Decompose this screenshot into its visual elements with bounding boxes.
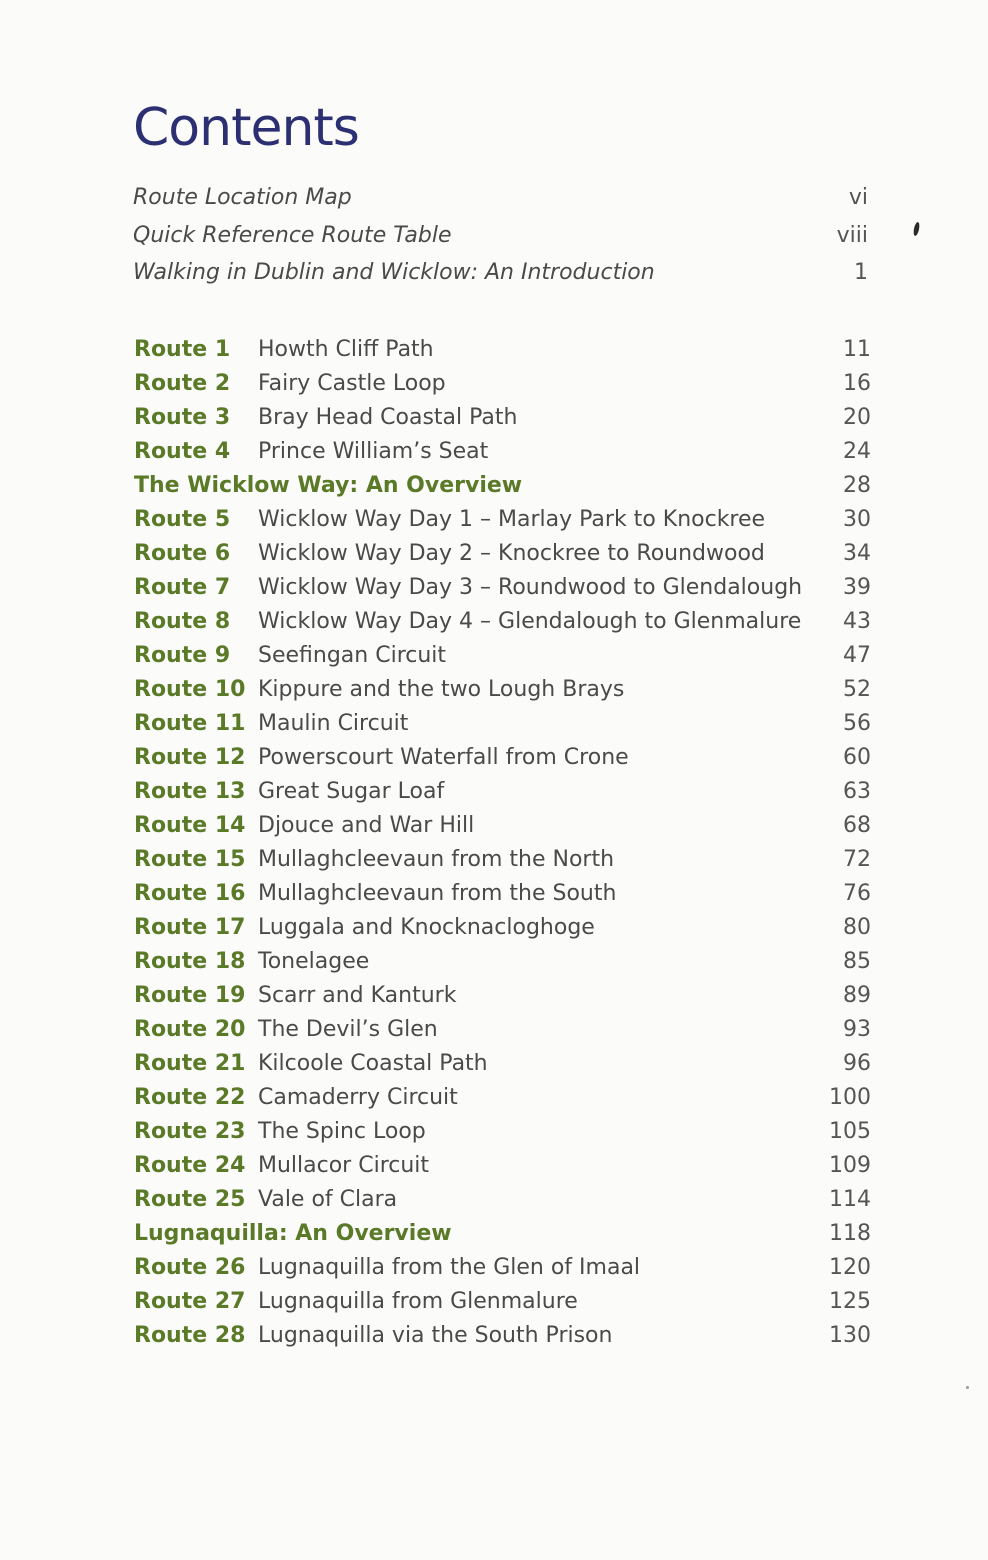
route-number: Route 13 (134, 778, 246, 804)
route-name: The Spinc Loop (258, 1118, 426, 1144)
route-number: Route 25 (134, 1186, 246, 1212)
route-name: Mullaghcleevaun from the North (258, 846, 615, 872)
route-entry[interactable] (134, 1114, 871, 1148)
intro-item-page: viii (836, 222, 868, 248)
route-number: Route 21 (134, 1050, 246, 1076)
route-page-number: 120 (829, 1254, 871, 1280)
route-name: Seefingan Circuit (258, 642, 447, 668)
route-entry[interactable] (134, 910, 871, 944)
route-name: Powerscourt Waterfall from Crone (258, 744, 629, 770)
paper-speck (966, 1386, 969, 1389)
route-name: The Devil’s Glen (258, 1016, 438, 1042)
overview-entry[interactable] (134, 468, 871, 502)
route-entry[interactable] (134, 1046, 871, 1080)
route-name: Kilcoole Coastal Path (258, 1050, 488, 1076)
route-number: Route 1 (134, 336, 231, 362)
route-page-number: 24 (843, 438, 871, 464)
route-entry[interactable] (134, 638, 871, 672)
route-number: Route 10 (134, 676, 246, 702)
intro-item-page: vi (848, 185, 868, 210)
route-name: Lugnaquilla from the Glen of Imaal (258, 1254, 641, 1280)
route-page-number: 114 (829, 1186, 871, 1212)
route-number: Route 27 (134, 1288, 246, 1314)
route-entry[interactable] (134, 1250, 871, 1284)
route-page-number: 68 (843, 812, 871, 838)
route-name: Wicklow Way Day 2 – Knockree to Roundwood (258, 540, 765, 566)
intro-item[interactable] (133, 181, 868, 219)
overview-title: The Wicklow Way: An Overview (134, 472, 523, 498)
route-entry[interactable] (134, 672, 871, 706)
route-number: Route 8 (134, 608, 231, 634)
route-entry[interactable] (134, 978, 871, 1012)
route-number: Route 20 (134, 1016, 246, 1042)
route-entry[interactable] (134, 536, 871, 570)
route-entry[interactable] (134, 842, 871, 876)
route-entry[interactable] (134, 1080, 871, 1114)
route-name: Wicklow Way Day 3 – Roundwood to Glendalough (258, 574, 803, 600)
route-page-number: 96 (843, 1050, 871, 1076)
route-number: Route 3 (134, 404, 231, 430)
route-name: Fairy Castle Loop (258, 370, 446, 396)
route-name: Camaderry Circuit (258, 1084, 458, 1110)
intro-item-label: Route Location Map (133, 185, 352, 210)
page-title: Contents (133, 98, 359, 158)
route-entry[interactable] (134, 332, 871, 366)
route-number: Route 5 (134, 506, 231, 532)
route-page-number: 63 (843, 778, 871, 804)
route-name: Lugnaquilla via the South Prison (258, 1322, 613, 1348)
route-name: Scarr and Kanturk (258, 982, 457, 1008)
paper-speck (913, 222, 921, 237)
route-number: Route 18 (134, 948, 246, 974)
route-name: Prince William’s Seat (258, 438, 489, 464)
route-entry[interactable] (134, 944, 871, 978)
route-number: Route 2 (134, 370, 231, 396)
route-number: Route 12 (134, 744, 246, 770)
route-number: Route 14 (134, 812, 246, 838)
route-page-number: 47 (843, 642, 871, 668)
intro-item-label: Quick Reference Route Table (133, 222, 452, 248)
route-name: Wicklow Way Day 4 – Glendalough to Glenmalure (258, 608, 802, 634)
route-name: Tonelagee (258, 948, 370, 974)
route-page-number: 109 (829, 1152, 871, 1178)
route-name: Great Sugar Loaf (258, 778, 445, 804)
route-page-number: 130 (829, 1322, 871, 1348)
overview-title: Lugnaquilla: An Overview (134, 1220, 452, 1246)
route-number: Route 23 (134, 1118, 246, 1144)
route-number: Route 9 (134, 642, 231, 668)
route-page-number: 93 (843, 1016, 871, 1042)
route-name: Wicklow Way Day 1 – Marlay Park to Knockree (258, 506, 766, 532)
route-entry[interactable] (134, 502, 871, 536)
intro-item[interactable] (133, 256, 868, 294)
route-number: Route 4 (134, 438, 231, 464)
intro-item-page: 1 (854, 260, 868, 285)
route-page-number: 80 (843, 914, 871, 940)
route-page-number: 56 (843, 710, 871, 736)
route-page-number: 28 (843, 472, 871, 498)
route-entry[interactable] (134, 706, 871, 740)
route-name: Lugnaquilla from Glenmalure (258, 1288, 578, 1314)
route-page-number: 34 (843, 540, 871, 566)
route-page-number: 72 (843, 846, 871, 872)
intro-item[interactable] (133, 219, 868, 257)
intro-list (133, 181, 868, 294)
route-number: Route 16 (134, 880, 246, 906)
route-page-number: 125 (829, 1288, 871, 1314)
route-page-number: 89 (843, 982, 871, 1008)
route-entry[interactable] (134, 774, 871, 808)
route-number: Route 19 (134, 982, 246, 1008)
route-name: Mullacor Circuit (258, 1152, 430, 1178)
route-page-number: 76 (843, 880, 871, 906)
route-name: Djouce and War Hill (258, 812, 475, 838)
route-number: Route 17 (134, 914, 246, 940)
route-entry[interactable] (134, 1182, 871, 1216)
route-number: Route 11 (134, 710, 246, 736)
overview-entry[interactable] (134, 1216, 871, 1250)
route-entry[interactable] (134, 366, 871, 400)
routes-list (134, 332, 871, 1352)
route-number: Route 22 (134, 1084, 246, 1110)
route-name: Mullaghcleevaun from the South (258, 880, 617, 906)
route-entry[interactable] (134, 1012, 871, 1046)
route-entry[interactable] (134, 400, 871, 434)
route-number: Route 6 (134, 540, 231, 566)
route-entry[interactable] (134, 570, 871, 604)
route-page-number: 16 (843, 370, 871, 396)
route-page-number: 60 (843, 744, 871, 770)
route-entry[interactable] (134, 740, 871, 774)
route-page-number: 52 (843, 676, 871, 702)
route-name: Bray Head Coastal Path (258, 404, 518, 430)
route-entry[interactable] (134, 1318, 871, 1352)
route-page-number: 20 (843, 404, 871, 430)
route-page-number: 11 (843, 336, 871, 362)
route-page-number: 118 (829, 1220, 871, 1246)
route-entry[interactable] (134, 876, 871, 910)
route-name: Howth Cliff Path (258, 336, 434, 362)
route-page-number: 43 (843, 608, 871, 634)
route-page-number: 105 (829, 1118, 871, 1144)
route-page-number: 85 (843, 948, 871, 974)
route-entry[interactable] (134, 1284, 871, 1318)
route-entry[interactable] (134, 808, 871, 842)
route-number: Route 28 (134, 1322, 246, 1348)
intro-item-label: Walking in Dublin and Wicklow: An Introduction (133, 260, 655, 285)
route-number: Route 26 (134, 1254, 246, 1280)
route-name: Kippure and the two Lough Brays (258, 676, 625, 702)
route-name: Maulin Circuit (258, 710, 409, 736)
route-entry[interactable] (134, 604, 871, 638)
route-page-number: 39 (843, 574, 871, 600)
route-entry[interactable] (134, 434, 871, 468)
route-page-number: 30 (843, 506, 871, 532)
route-number: Route 7 (134, 574, 231, 600)
route-page-number: 100 (829, 1084, 871, 1110)
route-entry[interactable] (134, 1148, 871, 1182)
route-name: Luggala and Knocknacloghoge (258, 914, 595, 940)
route-number: Route 15 (134, 846, 246, 872)
route-name: Vale of Clara (258, 1186, 398, 1212)
route-number: Route 24 (134, 1152, 246, 1178)
